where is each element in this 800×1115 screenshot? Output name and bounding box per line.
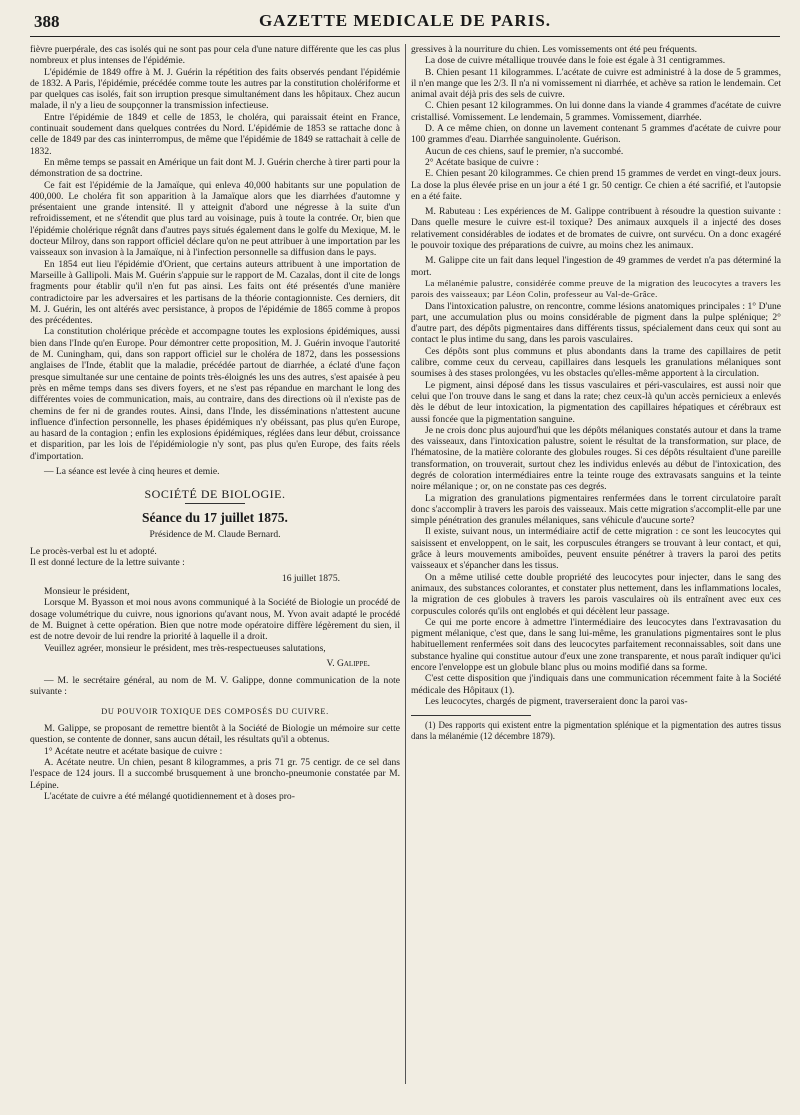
footnote-divider <box>411 715 531 716</box>
paragraph: B. Chien pesant 11 kilogrammes. L'acétate de cuivre est administré à la dose de 5 grammes, il n'en mange que les 2/3. Il n'a ni vomissement ni diarrhée, et achève sa ration le lendemain. Cet animal avait déjà pris des sels de cuivre. <box>411 66 781 101</box>
paragraph: M. Galippe, se proposant de remettre bientôt à la Société de Biologie un mémoire sur cette question, se contente de donner, sans aucun détail, les résultats qu'il a obtenus. <box>30 723 400 746</box>
page-header <box>30 10 780 37</box>
paragraph: Je ne crois donc plus aujourd'hui que les dépôts mélaniques constatés autour et dans la trame des vaisseaux, dans l'intoxication palustre, soient le résultat de la transformation, sur place, de l'hématosine, de la matière colorante des globules rouges. Si ces dépôts résultaient d'une pareille transformation, on trouverait, surtout chez les individus enlevés au début de l'intoxication, des degrés de coloration intermédiaires entre la teinte rouge des extravasats sanguins et la teinte noire mélanique ; or, on ne constate pas ces degrés. <box>411 424 781 493</box>
paragraph: Ce fait est l'épidémie de la Jamaïque, qui enleva 40,000 habitants sur une population de 400,000. Le choléra fit son apparition à la Jamaïque alors que les diarrhées d'automne y présentaient une grande intensité. Il y atteignit d'abord une négresse à la suite d'un refroidissement, et ne s'étendit que plus tard au voisinage, puis à toute la contrée. Or, bien que l'épidémie cholérique régnât dans d'autres pays situés également dans le golfe du Mexique, M. le docteur Milroy, dans son rapport officiel déclare qu'on ne peut attribuer à une importation par les vaisseaux son invasion à la Jamaïque, ni à l'infection personnelle sa diffusion dans le pays. <box>30 179 400 259</box>
article-title: La mélanémie palustre, considérée comme preuve de la migration des leucocytes a travers les parois des vaisseaux; par Léon Colin, professeur au Val-de-Grâce. <box>411 277 781 300</box>
paragraph: Le pigment, ainsi déposé dans les tissus vasculaires et péri-vasculaires, est aussi noir que celui que l'on trouve dans le sang et dans la rate; chez ceux-là qu'un accès pernicieux a enlevés dès le début de leur intoxication, la pigmentation des capillaires hépatiques et cérébraux est aussi foncée que la pigmentation sanguine. <box>411 379 781 425</box>
paragraph: Aucun de ces chiens, sauf le premier, n'a succombé. <box>425 145 624 157</box>
paragraph: fièvre puerpérale, des cas isolés qui ne sont pas pour cela d'une nature différente que les cas plus nombreux et plus intenses de l'épidémie. <box>30 44 400 67</box>
paragraph: La dose de cuivre métallique trouvée dans le foie est égale à 31 centigrammes. <box>425 55 726 67</box>
presidency-line: Présidence de M. Claude Bernard. <box>149 528 281 540</box>
paragraph: Il existe, suivant nous, un intermédiaire actif de cette migration : ce sont les leucocytes qui saisissent et enveloppent, on le sait, les corpuscules étrangers se trouvant à leur contact, et qui, grâce à leurs mouvements amiboïdes, peuvent ensuite pénétrer à travers la paroi des petits vaisseaux et s'épancher dans les tissus. <box>411 526 781 572</box>
paragraph: M. Rabuteau : Les expériences de M. Galippe contribuent à résoudre la question suivante : Dans quelle mesure le cuivre est-il toxique? Des animaux auxquels il a injecté des doses relativement considérables de iodates et de bromates de cuivre, ont survécu. On a donc exagéré le pouvoir toxique des préparations de cuivre, au moins chez les animaux. <box>411 206 781 252</box>
paragraph: Les leucocytes, chargés de pigment, traverseraient donc la paroi vas- <box>425 695 688 707</box>
page-number: 388 <box>34 12 60 31</box>
secretary-note: — M. le secrétaire général, au nom de M. V. Galippe, donne communication de la note suivante : <box>30 675 400 698</box>
session-title: Séance du 17 juillet 1875. <box>142 509 288 525</box>
paragraph: La migration des granulations pigmentaires renfermées dans le torrent circulatoire paraît donc s'accomplir à travers les parois des vaisseaux. Mais cette migration s'accomplit-elle par une simple pénétration des granules mélaniques, sans véhicule d'aucune sorte? <box>411 492 781 527</box>
letter-signature: V. Galippe. <box>326 657 370 669</box>
letter-date: 16 juillet 1875. <box>281 572 340 584</box>
paragraph: Dans l'intoxication palustre, on rencontre, comme lésions anatomiques principales : 1° D'une part, une accumulation plus ou moins considérable de pigment dans la pulpe splénique; 2° d'autre part, des dépôts pigmentaires dans différents tissus, spécialement dans ceux qui sont au contact le plus intime du sang, dans les parois vasculaires. <box>411 300 781 346</box>
letter-closing: Veuillez agréer, monsieur le président, mes très-respectueuses salutations, <box>44 642 326 654</box>
note-title: DU POUVOIR TOXIQUE DES COMPOSÉS DU CUIVRE. <box>101 706 329 716</box>
paragraph: C'est cette disposition que j'indiquais dans une communication récemment faite à la Société médicale des Hôpitaux (1). <box>411 673 781 696</box>
paragraph: En 1854 eut lieu l'épidémie d'Orient, que certains auteurs attribuent à une importation de Marseille à Gallipoli. Mais M. Guérin s'appuie sur le rapport de M. Cazalas, dont il cite de longs fragments pour établir qu'il n'en fut pas ainsi. Les faits ont été présentés d'une manière contradictoire par les adversaires et les partisans de la théorie contagionniste. Ces derniers, dit M. J. Guérin, les ont altérés avec persistance, à propos de l'épidémie de 1865 comme à propos des précédentes. <box>30 258 400 327</box>
paragraph: 2° Acétate basique de cuivre : <box>425 156 539 168</box>
session-closing: — La séance est levée à cinq heures et demie. <box>44 465 220 477</box>
paragraph: La constitution cholérique précède et accompagne toutes les explosions épidémiques, aussi bien dans l'Inde qu'en Europe. Pour démontrer cette proposition, M. J. Guérin invoque l'autorité de M. Cuningham, qui, dans son rapport officiel sur le choléra de 1872, dans les possessions anglaises de l'Inde, établit que la maladie, précédée partout de diarrhée, a éclaté d'une façon presque simultanée sur une centaine de points très-éloignés les uns des autres, s'est apaisée à peu près en même temps dans ses divers foyers, et ne s'est pas répandue en marchant le long des différentes voies de communication, mais, au contraire, dans des directions où il n'existe pas de chemins de fer ni de grandes routes. Ainsi, dans l'Inde, les disséminations n'attestent aucune influence d'infection personnelle, les phases épidémiques n'y obéissant, pas plus qu'en Europe, au hasard de la contagion ; enfin les explosions épidémiques, réglées dans leur début, croissance et disparition, par les lois de l'épidémiologie n'y sont, pas plus qu'en Europe, des faits réels d'importation. <box>30 326 400 462</box>
left-column <box>30 44 400 1084</box>
footnote: (1) Des rapports qui existent entre la pigmentation splénique et la pigmentation des autres tissus dans la mélanémie (12 décembre 1879). <box>411 720 781 741</box>
paragraph: En même temps se passait en Amérique un fait dont M. J. Guérin cherche à tirer parti pour la démonstration de sa doctrine. <box>30 156 400 180</box>
column-divider <box>405 44 406 1084</box>
paragraph: E. Chien pesant 20 kilogrammes. Ce chien prend 15 grammes de verdet en vingt-deux jours. La dose la plus élevée prise en un jour a été 1 gr. 50 centigr. Ce chien a été sacrifié, et l'autopsie en a été faite. <box>411 168 781 202</box>
paragraph: Ce qui me porte encore à admettre l'intermédiaire des leucocytes dans l'extravasation du pigment mélanique, c'est que, dans le sang lui-même, les granulations pigmentaires sont le plus habituellement renfermées soit dans des leucocytes parfaitement reconnaissables, soit dans une substance hyaline qui constitue autour d'eux une zone transparente, et nous paraît indiquer qu'ici encore l'enveloppe est un globule blanc plus ou moins modifié dans sa forme. <box>411 616 781 674</box>
paragraph: A. Acétate neutre. Un chien, pesant 8 kilogrammes, a pris 71 gr. 75 centigr. de ce sel dans l'espace de 124 jours. Il a succombé brusquement à une broncho-pneumonie constatée par M. Lépine. <box>30 756 400 791</box>
journal-title: GAZETTE MEDICALE DE PARIS. <box>258 11 552 30</box>
paragraph: Entre l'épidémie de 1849 et celle de 1853, le choléra, qui paraissait éteint en France, continuait soudement dans quelques contrées du Nord. L'épidémie de 1853 se rattache donc à celle de 1849 par des cas ininterrompus, de même que l'épidémie de 1849 se rattachait à celle de 1832. <box>30 111 400 157</box>
minutes-adopted: Le procès-verbal est lu et adopté. <box>30 546 157 558</box>
paragraph: gressives à la nourriture du chien. Les vomissements ont été peu fréquents. <box>411 44 698 55</box>
paragraph: M. Galippe cite un fait dans lequel l'ingestion de 49 grammes de verdet n'a pas déterminé la mort. <box>411 255 781 278</box>
letter-intro: Il est donné lecture de la lettre suivante : <box>30 557 185 569</box>
paragraph: D. A ce même chien, on donne un lavement contenant 5 grammes d'acétate de cuivre pour 100 grammes d'eau. Diarrhée sanguinolente. Guérison. <box>411 123 781 146</box>
section-divider <box>185 503 245 504</box>
paragraph: 1° Acétate neutre et acétate basique de cuivre : <box>44 745 223 757</box>
paragraph: On a même utilisé cette double propriété des leucocytes pour injecter, dans le sang des animaux, des substances colorantes, et constater plus nettement, dans les inflammations locales, la migration de ces globules à travers les parois vasculaires où ils entraînent avec eux ces corpuscules colorés qu'ils ont englobés et qui décèlent leur passage. <box>411 571 781 617</box>
letter-salutation: Monsieur le président, <box>44 586 130 598</box>
paragraph: L'épidémie de 1849 offre à M. J. Guérin la répétition des faits observés pendant l'épidémie de 1832. A Paris, l'épidémie, précédée comme toute les autres par la constitution cholériforme et par quelques cas isolés, fait son irruption presque simultanément dans les hôpitaux. Chez aucun malade, il n'y a lieu de soupçonner la transmission infectieuse. <box>30 66 400 112</box>
society-heading: SOCIÉTÉ DE BIOLOGIE. <box>144 487 286 502</box>
paragraph: Ces dépôts sont plus communs et plus abondants dans la trame des capillaires de petit calibre, comme ceux du cerveau, capillaires dans lesquels les granulations mélaniques sont soumises à des stases prolongées, vu les obstacles qu'elles-même apportent à la circulation. <box>411 345 781 380</box>
paragraph: C. Chien pesant 12 kilogrammes. On lui donne dans la viande 4 grammes d'acétate de cuivre cristallisé. Vomissement. Le lendemain, 5 grammes. Vomissement, diarrhée. <box>411 100 781 123</box>
right-column <box>411 44 781 1084</box>
paragraph: L'acétate de cuivre a été mélangé quotidiennement et à doses pro- <box>44 790 295 802</box>
letter-body: Lorsque M. Byasson et moi nous avons communiqué à la Société de Biologie un procédé de dosage volumétrique du cuivre, nous ignorions qu'avant nous, M. Yvon avait adapté le procédé de M. Buignet à cette opération. Bien que notre mode opératoire diffère légèrement du sien, il est de notre devoir de lui rendre la priorité à laquelle il a droit. <box>30 597 400 643</box>
